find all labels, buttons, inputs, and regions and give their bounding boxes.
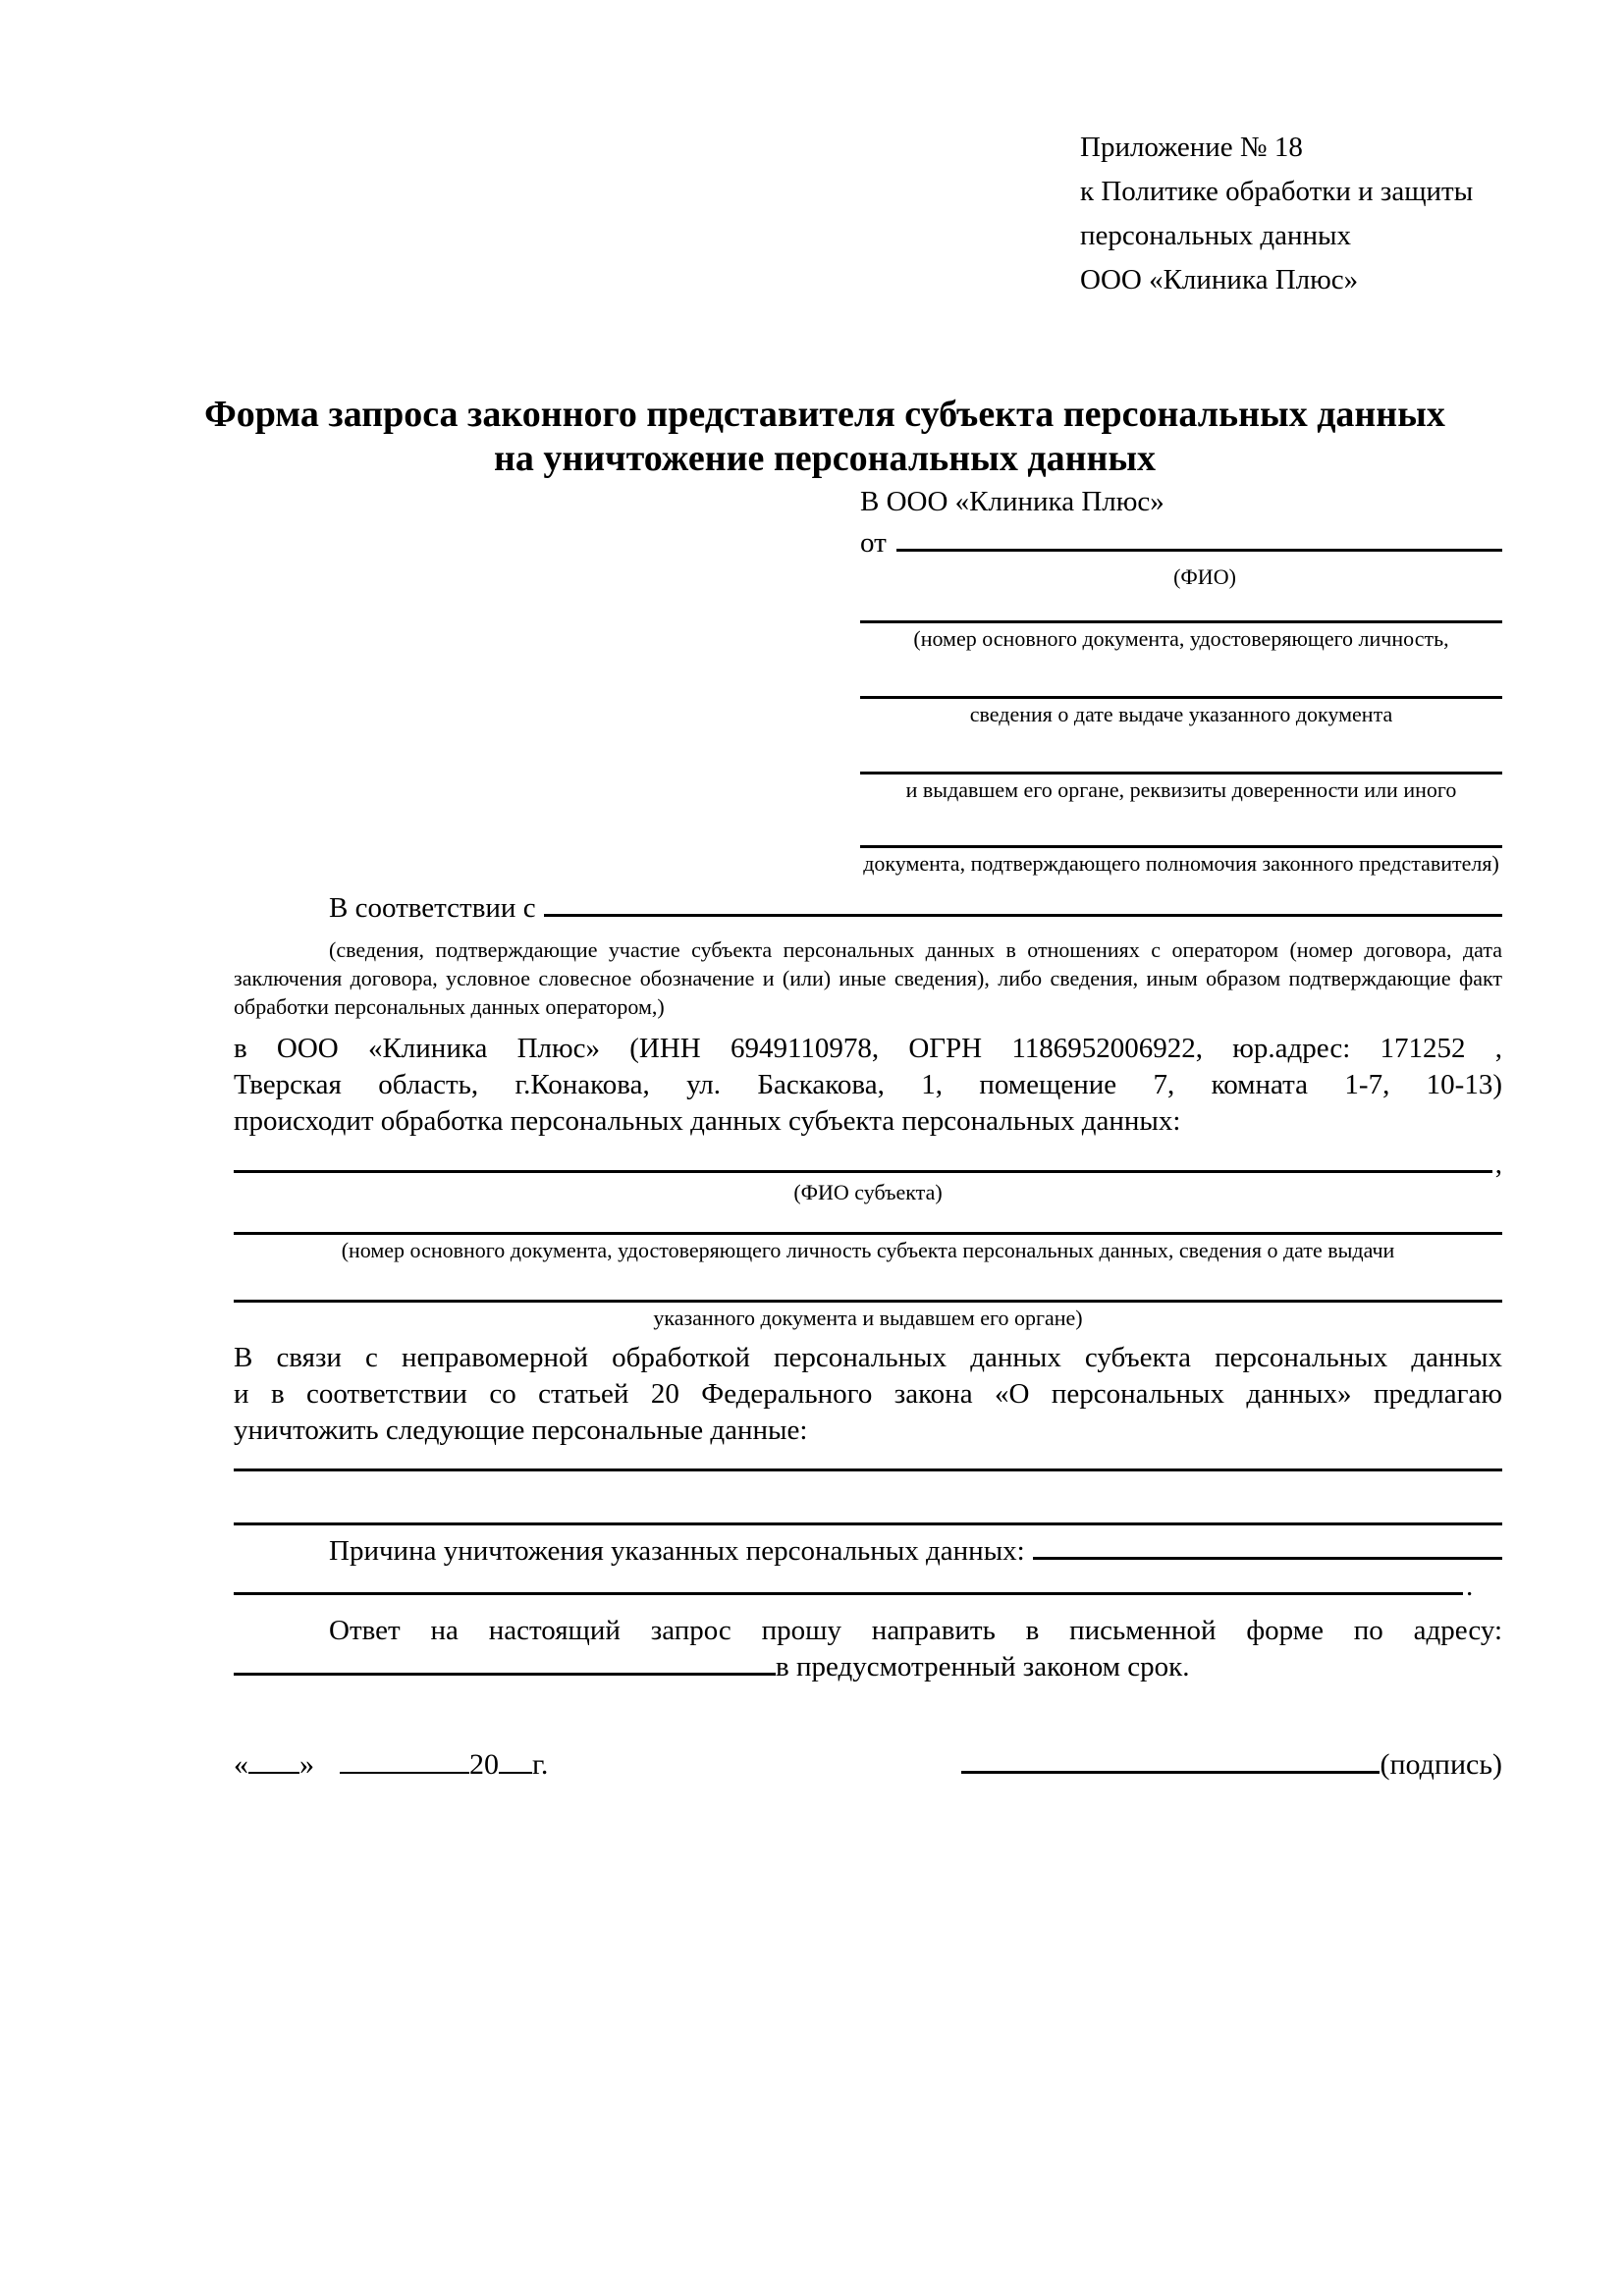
from-field-line	[896, 549, 1502, 552]
reason-label: Причина уничтожения указанных персональных данных:	[329, 1535, 1025, 1567]
appendix-line: к Политике обработки и защиты	[1080, 176, 1474, 207]
data-to-destroy-field-line	[234, 1468, 1502, 1471]
request-paragraph	[234, 1340, 1502, 1449]
footer	[234, 1745, 1502, 1785]
appendix-block	[1080, 126, 1551, 302]
representative-doc-field-line	[860, 845, 1502, 848]
data-to-destroy-field-line	[234, 1522, 1502, 1525]
appendix-line: ООО «Клиника Плюс»	[1080, 264, 1359, 295]
subject-doc-field-line	[234, 1300, 1502, 1303]
title-line: на уничтожение персональных данных	[493, 438, 1157, 479]
title-line: Форма запроса законного представителя субъекта персональных данных	[204, 394, 1445, 435]
signature-field-line	[961, 1771, 1380, 1774]
representative-doc-field-line	[860, 620, 1502, 623]
quote-close: »	[299, 1748, 314, 1781]
representative-doc-caption-1: (номер основного документа, удостоверяющего личность,	[913, 626, 1449, 651]
main-body	[234, 888, 1502, 1684]
year-field-line	[499, 1772, 532, 1774]
reply-address-row	[234, 1649, 1502, 1684]
operator-paragraph-line: Тверская область, г.Конакова, ул. Баскакова, 1, помещение 7, комната 1-7, 10-13)	[234, 1069, 1502, 1100]
day-field-line	[248, 1772, 299, 1774]
reply-paragraph: Ответ на настоящий запрос прошу направить в письменной форме по адресу:	[329, 1615, 1502, 1646]
reason-field-line	[234, 1592, 1463, 1595]
reason-row	[234, 1531, 1502, 1571]
page-title	[147, 393, 1502, 481]
representative-doc-caption-4: документа, подтверждающего полномочия законного представителя)	[863, 851, 1499, 876]
signature-caption: (подпись)	[1380, 1748, 1502, 1781]
subject-fio-row	[234, 1148, 1502, 1180]
accordance-label: В соответствии с	[329, 892, 536, 924]
representative-doc-caption-3: и выдавшем его органе, реквизиты доверенности или иного	[905, 777, 1457, 802]
operator-paragraph-line: происходит обработка персональных данных субъекта персональных данных:	[234, 1105, 1181, 1137]
month-field-line	[340, 1772, 469, 1774]
quote-open: «	[234, 1748, 248, 1781]
subject-fio-field-line	[234, 1170, 1492, 1173]
signature-line	[961, 1745, 1502, 1785]
subject-doc-caption-2: указанного документа и выдавшем его органе)	[653, 1306, 1083, 1330]
representative-doc-field-line	[860, 772, 1502, 774]
note-line: (сведения, подтверждающие участие субъекта персональных данных в отношениях с оператором (номер договора, дата	[329, 937, 1502, 962]
year-prefix: 20	[469, 1748, 499, 1781]
appendix-line: Приложение № 18	[1080, 132, 1303, 163]
fio-caption: (ФИО)	[1173, 564, 1236, 589]
reason-field-line	[1033, 1557, 1502, 1560]
subject-doc-caption-1: (номер основного документа, удостоверяющего личность субъекта персональных данных, сведения о дате выдачи	[341, 1238, 1395, 1262]
reply-paragraph-tail: в предусмотренный законом срок.	[776, 1651, 1190, 1682]
accordance-row	[234, 888, 1502, 928]
subject-doc-field-line	[234, 1232, 1502, 1235]
request-paragraph-line: и в соответствии со статьей 20 Федерального закона «О персональных данных» предлагаю	[234, 1378, 1502, 1410]
appendix-line: персональных данных	[1080, 220, 1352, 251]
note-line: заключения договора, условное словесное обозначение и (или) иные сведения), либо сведения, иным образом подтверждающие факт	[234, 966, 1502, 990]
note-line: обработки персональных данных оператором,)	[234, 994, 665, 1019]
request-paragraph-line: уничтожить следующие персональные данные:	[234, 1415, 808, 1446]
from-label: от	[860, 527, 887, 559]
year-suffix: г.	[532, 1748, 549, 1781]
reason-continuation-row	[234, 1571, 1502, 1602]
request-paragraph-line: В связи с неправомерной обработкой персональных данных субъекта персональных данных	[234, 1342, 1502, 1373]
operator-paragraph	[234, 1031, 1502, 1140]
addressee-org: В ООО «Клиника Плюс»	[860, 486, 1164, 517]
trailing-comma: ,	[1494, 1148, 1502, 1180]
representative-doc-field-line	[860, 696, 1502, 699]
accordance-note	[234, 935, 1502, 1021]
date-line	[234, 1745, 548, 1785]
subject-fio-caption: (ФИО субъекта)	[793, 1180, 943, 1204]
addressee-block	[860, 483, 1502, 878]
operator-paragraph-line: в ООО «Клиника Плюс» (ИНН 6949110978, ОГРН 1186952006922, юр.адрес: 171252 ,	[234, 1033, 1502, 1064]
reply-address-field-line	[234, 1673, 776, 1676]
trailing-period: .	[1466, 1571, 1474, 1602]
from-row	[860, 524, 1502, 561]
accordance-field-line	[544, 914, 1502, 917]
representative-doc-caption-2: сведения о дате выдаче указанного документа	[969, 702, 1393, 726]
